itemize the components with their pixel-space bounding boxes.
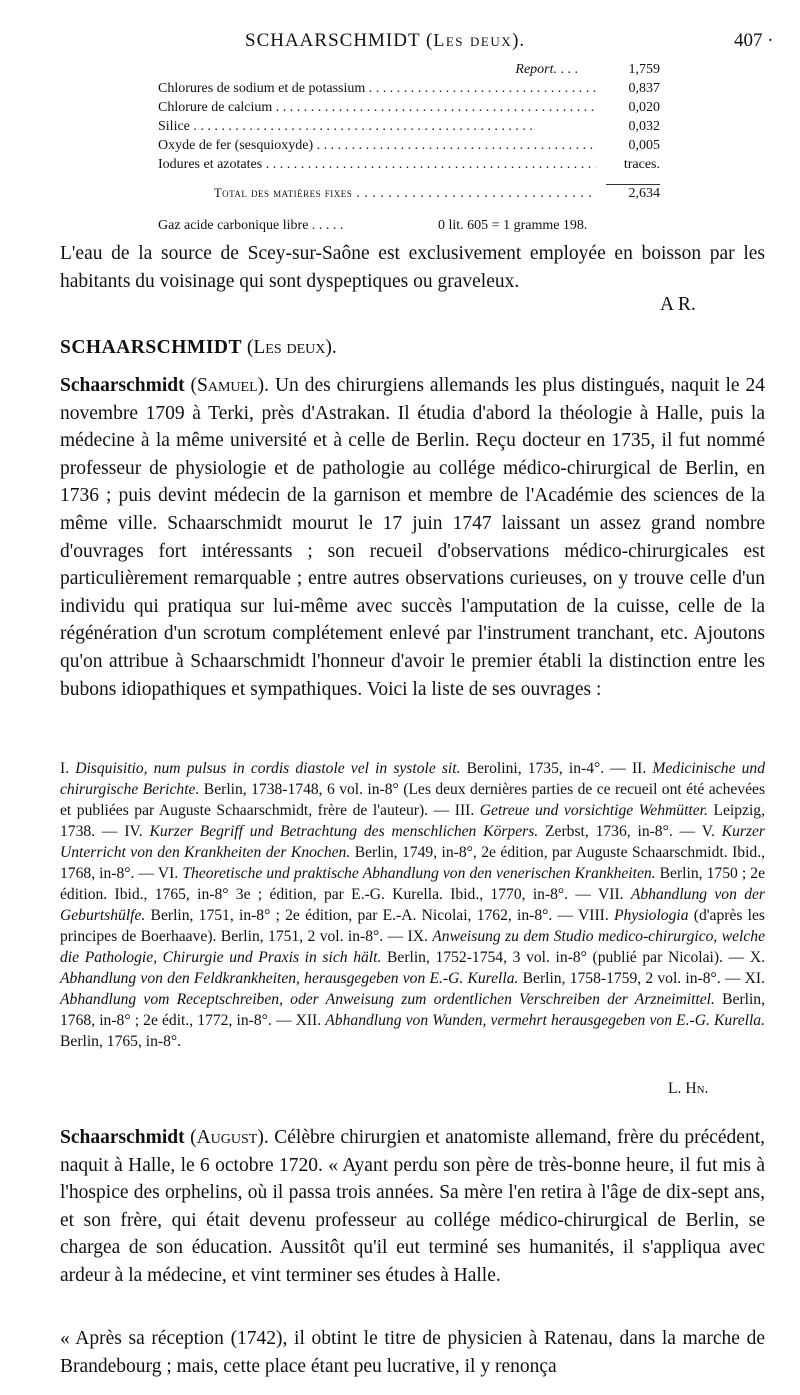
analysis-gas-value: 0 lit. 605 = 1 gramme 198. <box>438 218 588 233</box>
analysis-row-label: Oxyde de fer (sesquioxyde) . . . <box>158 136 596 155</box>
analysis-gas-label: Gaz acide carbonique libre . . . <box>158 215 343 237</box>
analysis-row-label: Chlorure de calcium . . . <box>158 98 596 117</box>
entry-lead-name: Schaarschmidt <box>60 375 185 396</box>
analysis-report-row <box>158 60 658 79</box>
analysis-row <box>158 79 658 98</box>
analysis-row-value: traces. <box>623 157 660 172</box>
paragraph-samuel <box>60 372 765 703</box>
analysis-row-label: Iodures et azotates . . . <box>158 155 596 174</box>
analysis-row-label: Chlorures de sodium et de potassium . . . <box>158 79 596 98</box>
entry-first-name: (Samuel). <box>190 375 270 396</box>
entry-first-name: (August). <box>190 1127 269 1148</box>
paragraph-eau <box>60 240 765 295</box>
analysis-gas-row <box>158 215 658 237</box>
signature-author-1: A R. <box>660 294 696 315</box>
entry-lead-name: Schaarschmidt <box>60 1127 185 1148</box>
analysis-row <box>158 136 658 155</box>
running-head <box>0 30 800 60</box>
page-number: 407 · <box>734 30 774 51</box>
analysis-table <box>158 60 658 237</box>
paragraph-samuel-text: Un des chirurgiens allemands les plus distingués, naquit le 24 novembre 1709 à Terki, près d'Astrakan. Il étudia d'abord la théologie à Halle, puis la médecine à la même université et à celle de Berlin. Reçu docteur en 1735, il fut nommé professeur de physiologie et de pathologie au collége médico-chirurgical de Berlin, en 1736 ; puis devint médecin de la garnison et membre de l'Académie des sciences de la même ville. Schaarschmidt mourut le 17 juin 1747 laissant un assez grand nombre d'ouvrages fort intéressants ; son recueil d'observations médico-chirurgicales est particulièrement remarquable ; entre autres observations curieuses, on y trouve celle d'un individu qui pratiqua sur lui-même avec succès l'amputation de la cuisse, celle de la régénération d'un scrotum complétement enlevé par l'instrument tranchant, etc. Ajoutons qu'on attribue à Schaarschmidt l'honneur d'avoir le premier établi la distinction entre les bubons idiopathiques et sympathiques. Voici la liste de ses ouvrages : <box>60 375 765 700</box>
analysis-row <box>158 98 658 117</box>
bibliography: I. Disquisitio, num pulsus in cordis diastole vel in systole sit. Berolini, 1735, in-4°. — II. Medicinische und chirurgische Berichte. Berlin, 1738-1748, 6 vol. in-8° (Les deux dernières parties de ce recueil ont été achevées et publiées par Auguste Schaarschmidt, frère de l'auteur). — III. Getreue und vorsichtige Wehmütter. Leipzig, 1738. — IV. Kurzer Begriff und Betrachtung des menschlichen Körpers. Zerbst, 1736, in-8°. — V. Kurzer Unterricht von den Krankheiten der Knochen. Berlin, 1749, in-8°, 2e édition, par Auguste Schaarschmidt. Ibid., 1768, in-8°. — VI. Theoretische und praktische Abhandlung von den venerischen Krankheiten. Berlin, 1750 ; 2e édition. Ibid., 1765, in-8° 3e ; édition, par E.-G. Kurella. Ibid., 1770, in-8°. — VII. Abhandlung von der Geburtshülfe. Berlin, 1751, in-8° ; 2e édition, par E.-A. Nicolai, 1762, in-8°. — VIII. Physiologia (d'après les principes de Boerhaave). Berlin, 1751, 2 vol. in-8°. — IX. Anweisung zu dem Studio medico-chirurgico, welche die Pathologie, Chirurgie und Praxis in sich hält. Berlin, 1752-1754, 3 vol. in-8° (publié par Nicolai). — X. Abhandlung von den Feldkrankheiten, herausgegeben von E.-G. Kurella. Berlin, 1758-1759, 2 vol. in-8°. — XI. Abhandlung vom Receptschreiben, oder Anweisung zum ordentlichen Verschreiben der Arzneimittel. Berlin, 1768, in-8° ; 2e édit., 1772, in-8°. — XII. Abhandlung von Wunden, vermehrt herausgegeben von E.-G. Kurella. Berlin, 1765, in-8°. <box>60 760 766 1050</box>
analysis-row-value: 0,005 <box>628 138 660 153</box>
analysis-report-value: 1,759 <box>628 62 660 77</box>
paragraph-eau-text: L'eau de la source de Scey-sur-Saône est exclusivement employée en boisson par les habitants du voisinage qui sont dyspeptiques ou graveleux. <box>60 243 765 292</box>
article-heading-sub: (Les deux). <box>242 337 337 358</box>
paragraph-apres <box>60 1325 765 1380</box>
article-heading <box>60 337 337 359</box>
paragraph-august-text: Célèbre chirurgien et anatomiste allemand, frère du précédent, naquit à Halle, le 6 octobre 1720. « Ayant perdu son père de très-bonne heure, il fut mis à l'hospice des orphelins, où il passa trois années. Sa mère l'en retira à l'âge de dix-sept ans, et son frère, qui était devenu professeur au collége médico-chirurgical de Berlin, se chargea de son éducation. Aussitôt qu'il eut terminé ses humanités, il s'appliqua avec ardeur à la médecine, et vint terminer ses études à Halle. <box>60 1127 765 1286</box>
analysis-row-value: 0,837 <box>628 81 660 96</box>
analysis-row-value: 0,020 <box>628 100 660 115</box>
analysis-report-label: Report. . . . <box>158 60 578 79</box>
analysis-row <box>158 117 658 136</box>
analysis-row-value: 0,032 <box>628 119 660 134</box>
paragraph-august <box>60 1124 765 1290</box>
analysis-total-row <box>158 184 658 207</box>
running-head-title: SCHAARSCHMIDT (Les deux). <box>245 30 526 51</box>
article-heading-name: SCHAARSCHMIDT <box>60 337 243 358</box>
analysis-row-label: Silice . . . <box>158 117 596 136</box>
analysis-row <box>158 155 658 174</box>
signature-author-2: L. Hn. <box>668 1080 709 1097</box>
paragraph-apres-text: « Après sa réception (1742), il obtint le titre de physicien à Ratenau, dans la marche de Brandebourg ; mais, cette place étant peu lucrative, il y renonça <box>60 1328 765 1377</box>
analysis-total-label: Total des matières fixes . . . <box>214 184 596 203</box>
analysis-total-value: 2,634 <box>628 186 660 201</box>
